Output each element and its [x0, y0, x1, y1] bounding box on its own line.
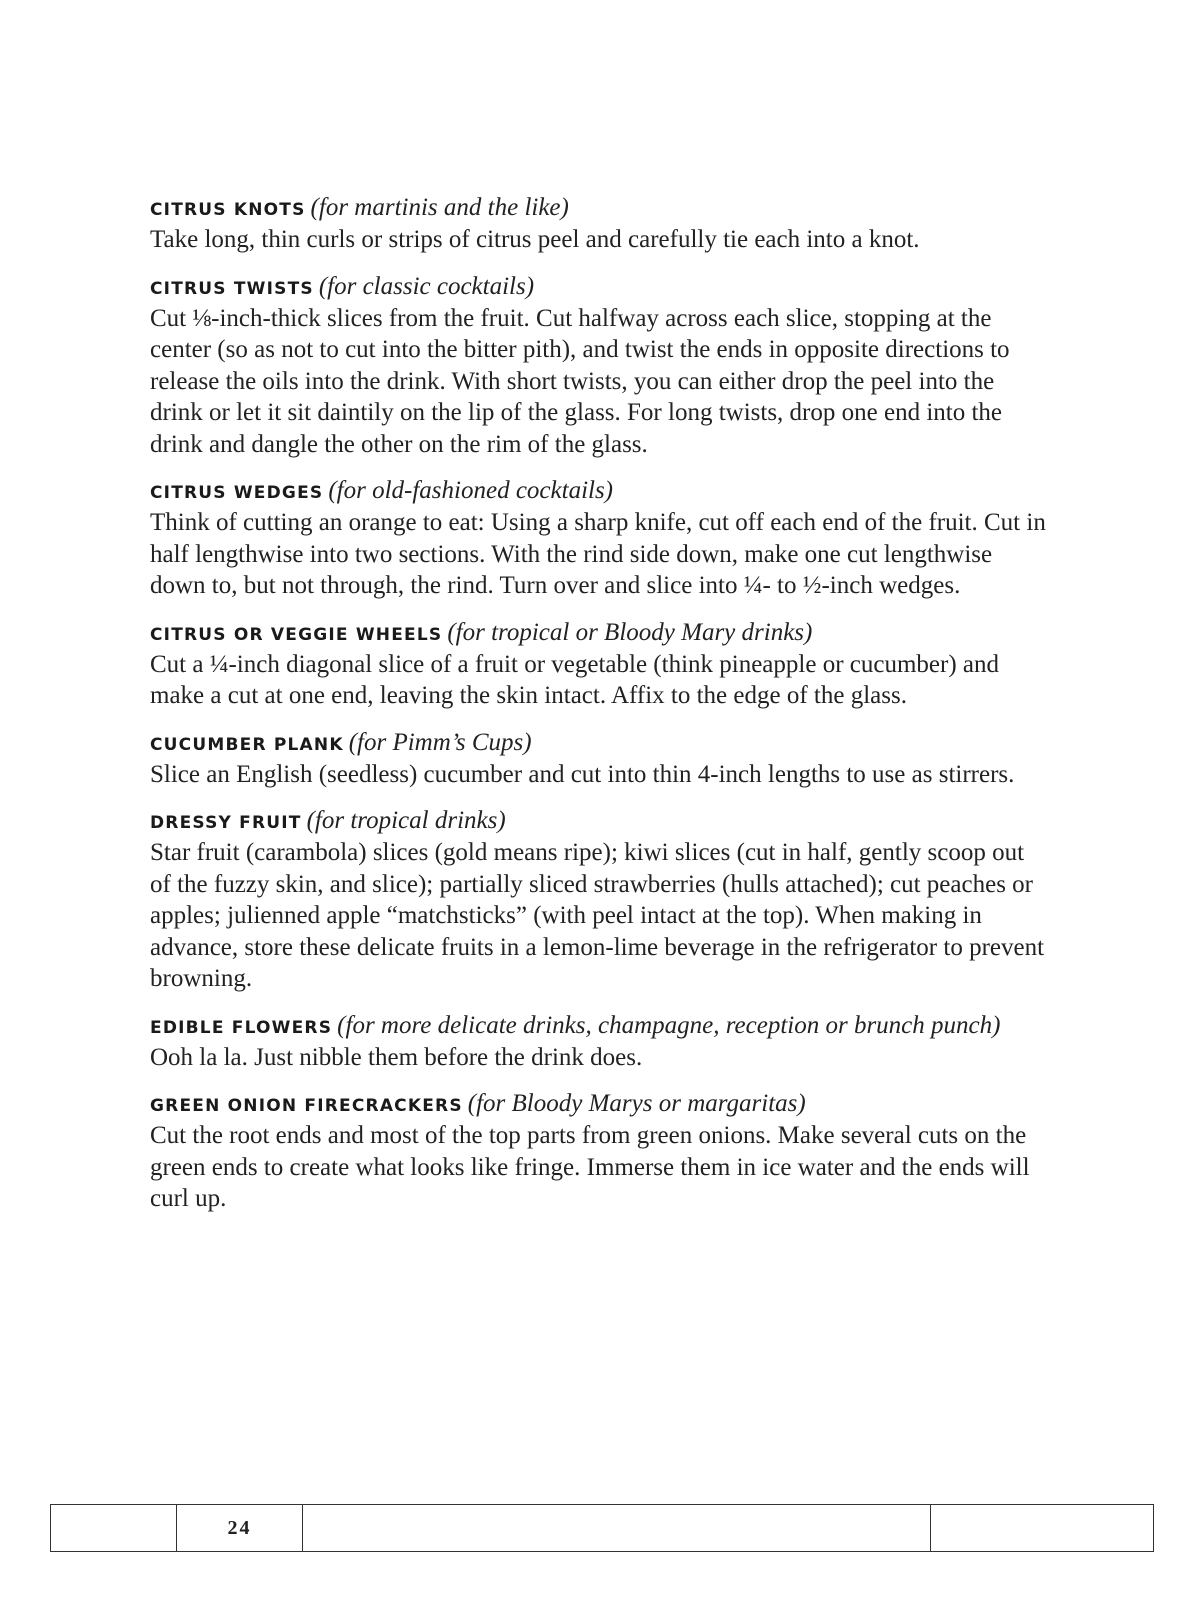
entry-heading [150, 617, 1050, 649]
entry-text: Ooh la la. Just nibble them before the drink does. [150, 1043, 643, 1071]
footer-page-number-cell [177, 1505, 303, 1551]
entry-edible-flowers [150, 1010, 1050, 1074]
entry-name: CITRUS WEDGES [150, 483, 324, 503]
entry-citrus-twists [150, 271, 1050, 461]
entry-name: CITRUS OR VEGGIE WHEELS [150, 624, 443, 645]
entry-name: CITRUS KNOTS [150, 200, 306, 220]
entry-note: (for tropical or Bloody Mary drinks) [447, 618, 813, 646]
entry-citrus-or-veggie-wheels [150, 617, 1050, 712]
entry-note: (for Pimm’s Cups) [348, 728, 532, 756]
entry-note: (for tropical drinks) [306, 807, 506, 834]
entry-note: (for more delicate drinks, champagne, reception or brunch punch) [337, 1011, 1001, 1039]
entry-text: Slice an English (seedless) cucumber and cut into thin 4-inch lengths to use as stirrers. [150, 760, 1015, 788]
entry-text: Cut a ¼-inch diagonal slice of a fruit or vegetable (think pineapple or cucumber) and make a cut at one end, leaving the skin intact. Affix to the edge of the glass. [150, 650, 999, 709]
garnish-list [150, 192, 1050, 1230]
footer-cell [51, 1505, 177, 1551]
entry-name: CUCUMBER PLANK [150, 734, 344, 755]
entry-heading [150, 271, 1050, 303]
entry-text: Think of cutting an orange to eat: Using a sharp knife, cut off each end of the fruit. Cut in half lengthwise into two sections. With the rind side down, make one cut lengthwise down to, but not through, the rind. Turn over and slice into ¼- to ½-inch wedges. [150, 509, 1046, 599]
entry-heading [150, 192, 1050, 224]
entry-text: Take long, thin curls or strips of citrus peel and carefully tie each into a knot. [150, 226, 920, 253]
entry-note: (for martinis and the like) [310, 194, 569, 221]
entry-note: (for classic cocktails) [318, 272, 535, 300]
entry-name: DRESSY FRUIT [150, 813, 302, 833]
footer-cell [931, 1505, 1153, 1551]
entry-text: Star fruit (carambola) slices (gold means ripe); kiwi slices (cut in half, gently scoop out of the fuzzy skin, and slice); partially sliced strawberries (hulls attached); cut peaches or apples; julienned apple “matchsticks” (with peel intact at the top). When making in advance, store these delicate fruits in a lemon-lime beverage in the refrigerator to prevent browning. [150, 839, 1045, 992]
entry-name: EDIBLE FLOWERS [150, 1017, 333, 1038]
entry-dressy-fruit [150, 805, 1050, 995]
entry-text: Cut the root ends and most of the top parts from green onions. Make several cuts on the green ends to create what looks like fringe. Immerse them in ice water and the ends will curl up. [150, 1122, 1030, 1212]
entry-heading [150, 475, 1050, 507]
entry-note: (for old-fashioned cocktails) [328, 477, 614, 504]
entry-heading [150, 805, 1050, 837]
entry-text: Cut ⅛-inch-thick slices from the fruit. Cut halfway across each slice, stopping at the center (so as not to cut into the bitter pith), and twist the ends in opposite directions to release the oils into the drink. With short twists, you can either drop the peel into the drink or let it sit daintily on the lip of the glass. For long twists, drop one end into the drink and dangle the other on the rim of the glass. [150, 304, 1010, 458]
page-number: 24 [227, 1516, 252, 1539]
entry-heading [150, 727, 1050, 759]
entry-note: (for Bloody Marys or margaritas) [467, 1090, 806, 1117]
entry-name: GREEN ONION FIRECRACKERS [150, 1096, 463, 1116]
entry-heading [150, 1010, 1050, 1042]
entry-citrus-wedges [150, 475, 1050, 602]
entry-green-onion-firecrackers [150, 1088, 1050, 1215]
entry-name: CITRUS TWISTS [150, 278, 314, 299]
entry-cucumber-plank [150, 727, 1050, 791]
entry-citrus-knots [150, 192, 1050, 256]
footer-cell [303, 1505, 931, 1551]
entry-heading [150, 1088, 1050, 1120]
page-footer [50, 1504, 1154, 1552]
